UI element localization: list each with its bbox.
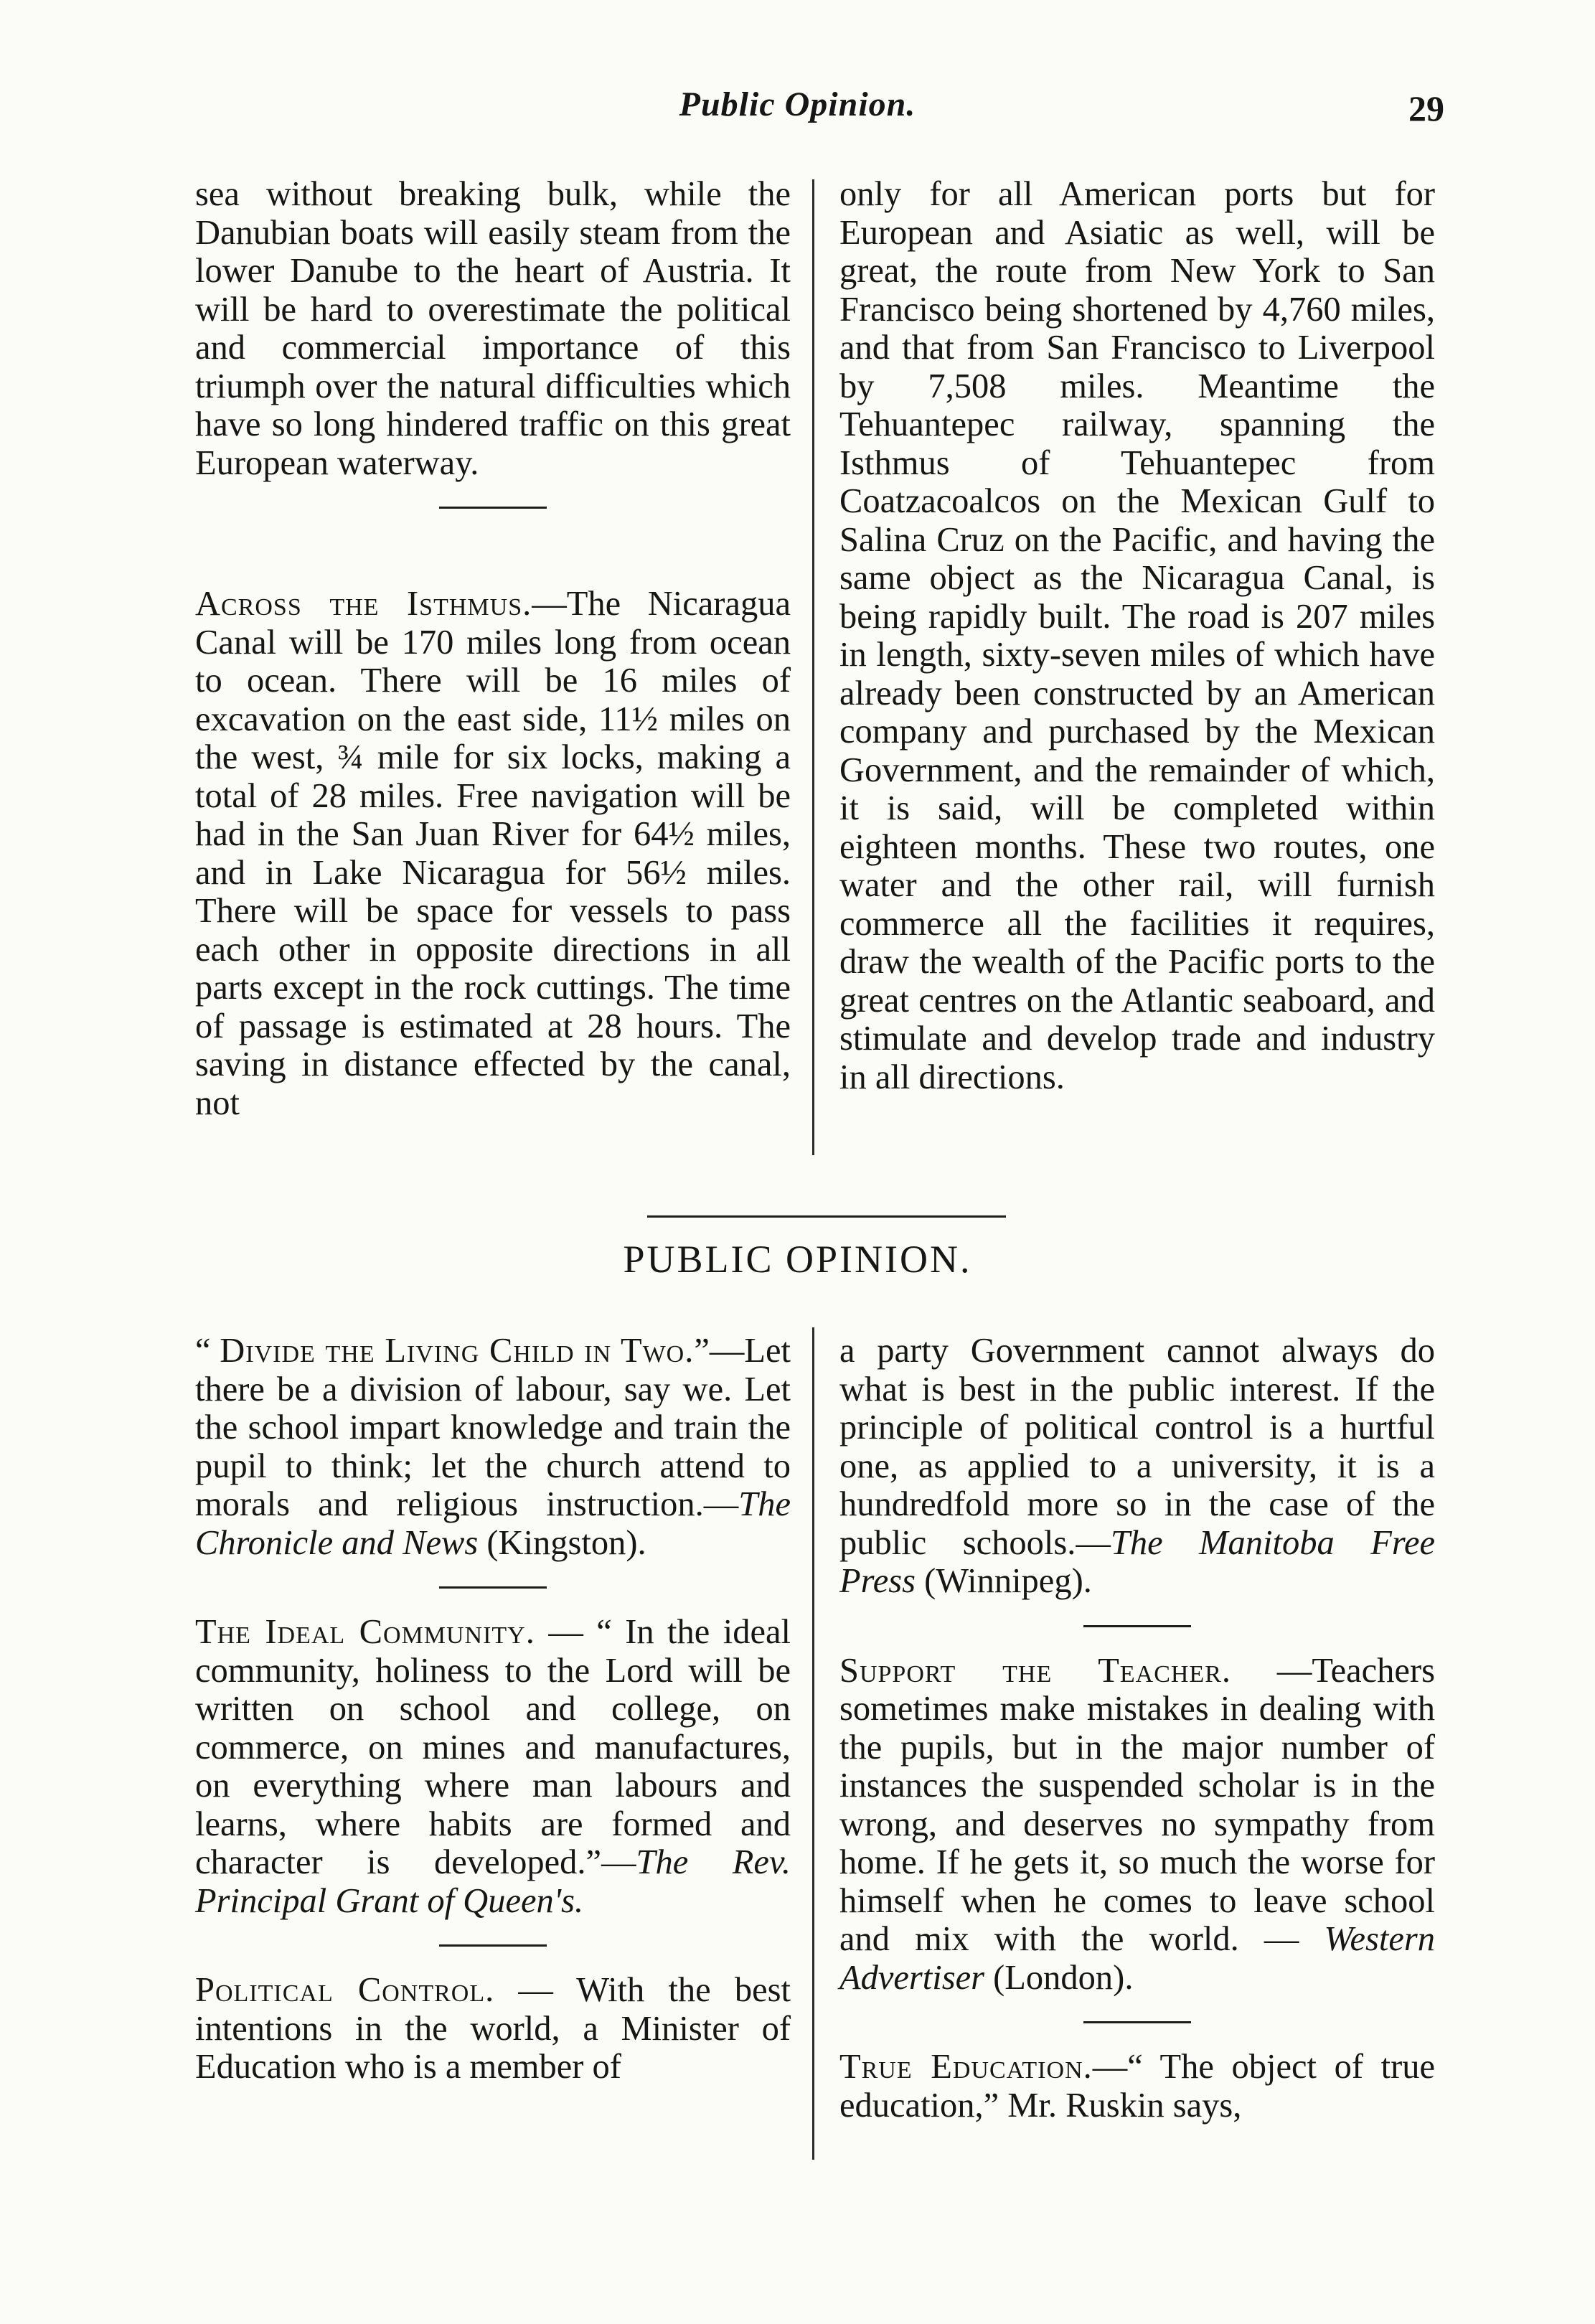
article-body: —The Nicaragua Canal will be 170 miles long from ocean to ocean. There will be 16 miles of excavation on the east side, 11½ miles on the west, ¾ mile for six locks, making a total of 28 miles. Free navigation will be had in the San Juan River for 64½ miles, and in Lake Nicaragua for 56½ miles. There will be space for vessels to pass each other in opposite directions in all parts except in the rock cuttings. The time of passage is estimated at 28 hours. The saving in distance effected by the canal, not [195,585,791,1122]
article-title: True Education. [839,2048,1093,2086]
column-divider [812,1327,814,2160]
education-article [839,2048,1435,2125]
article-source-tail: (London). [984,1958,1134,1997]
article-title: Divide the Living Child in Two. [220,1332,695,1370]
article-title: Support the Teacher. [839,1651,1231,1690]
article-title: Across the Isthmus. [195,585,532,623]
article-body: a party Government cannot always do what is best in the public interest. If the principle of political control is a hurtful one, as applied to a university, it is a hundredfold more so in the case of the public schools.— [839,1332,1435,1562]
article-body: — With the best intentions in the world, a Minister of Education who is a member of [195,1971,791,2086]
top-right-column [839,175,1435,1096]
article-source-tail: (Winnipeg). [915,1562,1092,1600]
separator-rule [1083,1625,1191,1627]
article-title: Political Control. [195,1971,495,2009]
section-divider [647,1215,1006,1218]
top-left-column [195,175,791,1122]
separator-rule [439,1944,547,1947]
section-heading: PUBLIC OPINION. [623,1238,972,1281]
bottom-right-column [839,1332,1435,2125]
article-source: Western Advertiser [839,1920,1435,1997]
article-body: — “ In the ideal community, holiness to the Lord will be written on school and college, on commerce, on mines and manufactures, on everything where man labours and learns, where habits are formed and character is developed.”— [195,1613,791,1881]
separator-rule [1083,2021,1191,2023]
page-number: 29 [1408,88,1444,128]
open-quote: “ [195,1332,220,1370]
political-continuation [839,1332,1435,1601]
running-title: Public Opinion. [679,85,916,123]
article-source-tail: (Kingston). [478,1523,646,1562]
article-body: —Teachers sometimes make mistakes in dealing with the pupils, but in the major number of instances the suspended scholar is in the wrong, and deserves no sympathy from home. If he gets it, so much the worse for himself when he comes to leave school and mix with the world. — [839,1651,1435,1958]
political-article [195,1971,791,2087]
article-title: The Ideal Community. [195,1613,535,1651]
article-source: The Chronicle and News [195,1485,791,1562]
ideal-article [195,1613,791,1920]
teacher-article [839,1652,1435,1998]
article-source: The Rev. Principal Grant of Queen's. [195,1843,791,1920]
separator-rule [439,507,547,509]
article-body: —“ The object of true education,” Mr. Ruskin says, [839,2048,1435,2125]
article-source: The Manitoba Free Press [839,1523,1435,1600]
bottom-left-column [195,1332,791,2087]
article-body: ”—Let there be a division of labour, say we. Let the school impart knowledge and train the pupil to think; let the church attend to morals and religious instruction.— [195,1332,791,1523]
divide-article [195,1332,791,1562]
running-header [0,85,1595,135]
isthmus-article [195,585,791,1122]
column-divider [812,179,814,1155]
danube-paragraph: sea without breaking bulk, while the Danubian boats will easily steam from the lower Danube to the heart of Austria. It will be hard to overestimate the political and commercial importance of this triumph over the natural difficulties which have so long hindered traffic on this great European waterway. [195,175,791,482]
separator-rule [439,1586,547,1589]
isthmus-continuation: only for all American ports but for European and Asiatic as well, will be great, the route from New York to San Francisco being shortened by 4,760 miles, and that from San Francisco to Liverpool by 7,508 miles. Meantime the Tehuantepec railway, spanning the Isthmus of Tehuantepec from Coatzacoalcos on the Mexican Gulf to Salina Cruz on the Pacific, and having the same object as the Nicaragua Canal, is being rapidly built. The road is 207 miles in length, sixty-seven miles of which have already been constructed by an American company and purchased by the Mexican Government, and the remainder of which, it is said, will be completed within eighteen months. These two routes, one water and the other rail, will furnish commerce all the facilities it requires, draw the wealth of the Pacific ports to the great centres on the Atlantic seaboard, and stimulate and develop trade and industry in all directions. [839,175,1435,1096]
